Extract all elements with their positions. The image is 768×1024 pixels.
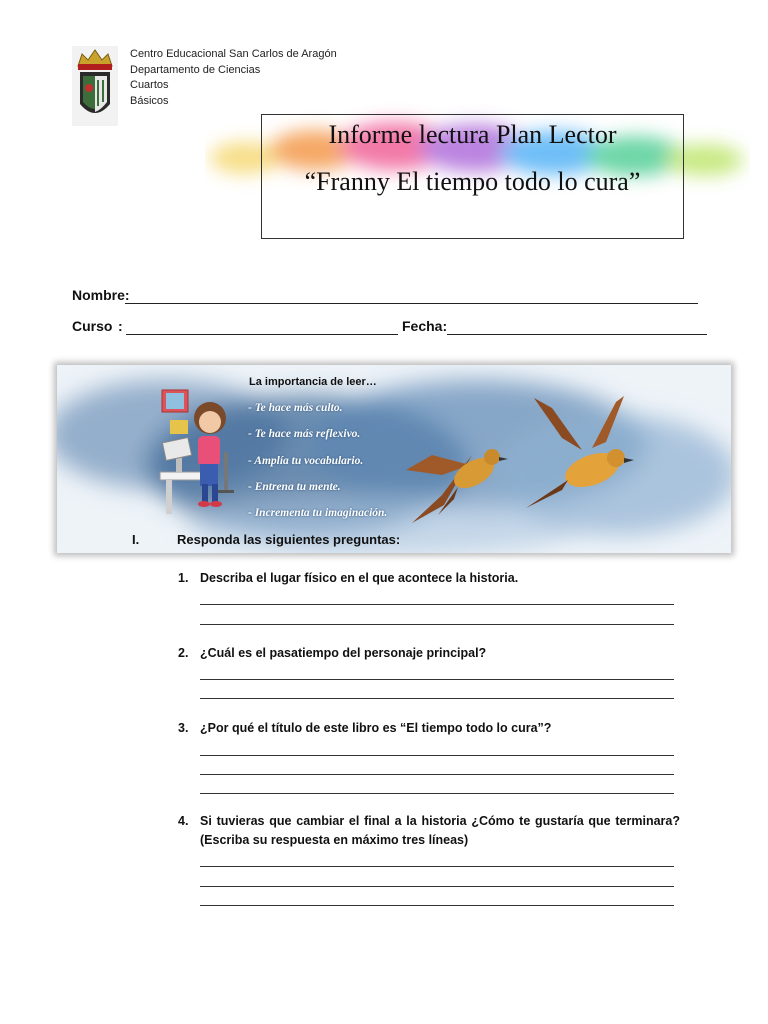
answer-line[interactable] xyxy=(200,679,674,680)
banner-item: - Incrementa tu imaginación. xyxy=(248,507,388,519)
school-crest-icon xyxy=(72,46,118,126)
answer-line[interactable] xyxy=(200,624,674,625)
grade-label: Cuartos xyxy=(130,79,169,91)
banner-item: - Te hace más culto. xyxy=(248,402,343,414)
answer-line[interactable] xyxy=(200,755,674,756)
name-label: Nombre: xyxy=(72,287,130,303)
course-colon: : xyxy=(118,318,123,334)
question-text: ¿Cuál es el pasatiempo del personaje principal? xyxy=(200,646,487,660)
answer-line[interactable] xyxy=(200,698,674,699)
banner-item: - Te hace más reflexivo. xyxy=(248,428,361,440)
answer-line[interactable] xyxy=(200,793,674,794)
banner-title: La importancia de leer… xyxy=(249,376,377,388)
girl-reading-illustration xyxy=(152,380,242,520)
department-name: Departamento de Ciencias xyxy=(130,64,261,76)
section-number: I. xyxy=(132,532,140,547)
reading-banner xyxy=(57,365,731,553)
bird-illustration xyxy=(402,435,512,535)
question-number: 1. xyxy=(178,571,189,585)
course-label: Curso xyxy=(72,318,113,334)
question-number: 3. xyxy=(178,721,189,735)
report-title: Informe lectura Plan Lector xyxy=(328,120,617,149)
school-name: Centro Educacional San Carlos de Aragón xyxy=(130,48,337,60)
question-text: ¿Por qué el título de este libro es “El tiempo todo lo cura”? xyxy=(200,721,552,735)
name-field[interactable] xyxy=(125,303,698,304)
answer-line[interactable] xyxy=(200,905,674,906)
level-label: Básicos xyxy=(130,95,169,107)
title-box xyxy=(261,114,684,239)
banner-item: - Entrena tu mente. xyxy=(248,481,341,493)
question-number: 2. xyxy=(178,646,189,660)
answer-line[interactable] xyxy=(200,866,674,867)
section-instruction: Responda las siguientes preguntas: xyxy=(177,532,401,547)
answer-line[interactable] xyxy=(200,774,674,775)
question-number: 4. xyxy=(178,814,189,828)
book-title: “Franny El tiempo todo lo cura” xyxy=(304,167,641,196)
banner-item: - Amplía tu vocabulario. xyxy=(248,455,364,467)
bird-illustration xyxy=(512,390,642,520)
question-text: Describa el lugar físico en el que acontece la historia. xyxy=(200,571,519,585)
answer-line[interactable] xyxy=(200,604,674,605)
date-label: Fecha: xyxy=(402,318,448,334)
question-text: Si tuvieras que cambiar el final a la historia ¿Cómo te gustaría que terminara? (Escriba su respuesta en máximo tres líneas) xyxy=(200,814,680,847)
course-field[interactable] xyxy=(126,334,398,335)
answer-line[interactable] xyxy=(200,886,674,887)
date-field[interactable] xyxy=(447,334,707,335)
